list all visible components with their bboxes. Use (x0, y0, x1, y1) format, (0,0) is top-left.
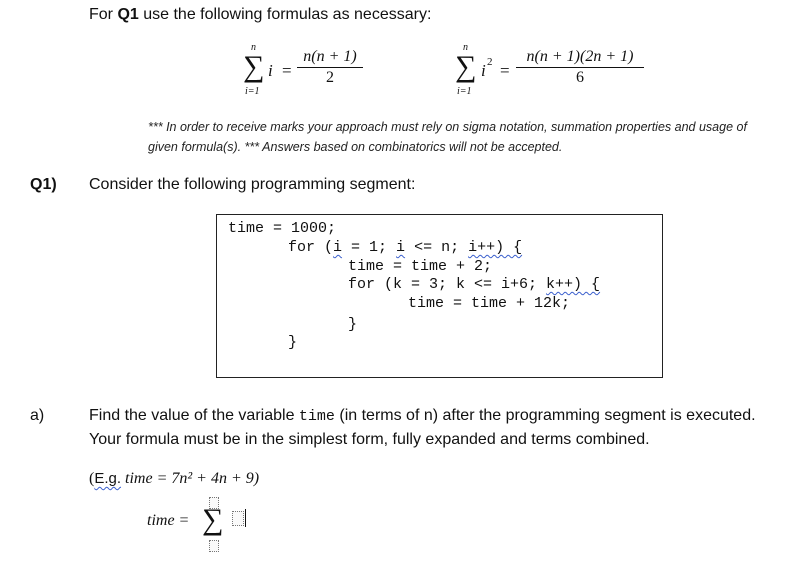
formula1-fraction (297, 48, 363, 87)
code-line-2-var-i-1: i (333, 239, 343, 256)
code-line-3: time = time + 2; (348, 258, 493, 275)
formula2-variable: i (481, 61, 486, 80)
text-cursor (245, 509, 246, 527)
code-line-4-part-a: for (k = 3; k <= i+6; (348, 276, 547, 293)
question-label: Q1) (30, 176, 57, 193)
formula2-denominator: 6 (576, 69, 584, 86)
formula1-equals: = (282, 61, 292, 80)
note-line-1: *** In order to receive marks your approach must rely on sigma notation, summation properties and usage of (148, 120, 747, 134)
part-a-label: a) (30, 407, 45, 424)
part-a-variable-time: time (298, 408, 335, 425)
note-line-2: given formula(s). *** Answers based on combinatorics will not be accepted. (148, 140, 563, 154)
formula2-sigma-symbol: ∑ (455, 50, 477, 83)
code-line-5: time = time + 12k; (408, 295, 571, 312)
intro-line (89, 6, 431, 24)
part-a-line-1-end: (in terms of n) after the programming segment is executed. (334, 407, 756, 424)
formula1-lower-limit: i=1 (245, 86, 260, 97)
code-box (216, 214, 663, 378)
code-line-4 (348, 276, 600, 293)
formula2-lower-limit: i=1 (457, 86, 472, 97)
part-a-line-1-start: Find the value of the variable (89, 407, 299, 424)
formula2-equals: = (500, 61, 510, 80)
lower-limit-placeholder[interactable] (209, 540, 219, 552)
formula1-upper-limit: n (251, 42, 256, 53)
formula1-fraction-bar (297, 67, 363, 68)
formula2-fraction-bar (516, 67, 644, 68)
part-a-line-1 (89, 407, 756, 425)
intro-prefix: For (89, 6, 118, 23)
formula1-numerator: n(n + 1) (303, 48, 357, 65)
formula2-upper-limit: n (463, 42, 468, 53)
example-expression (89, 470, 259, 488)
summand-placeholder[interactable] (232, 511, 244, 526)
code-line-2-part-a: for ( (288, 239, 334, 256)
example-formula: time = 7n² + 4n + 9) (121, 470, 260, 487)
intro-q-label: Q1 (117, 6, 139, 23)
code-line-2-part-b: = 1; (342, 239, 397, 256)
code-close-inner-brace: } (348, 316, 358, 333)
formula1-variable: i (268, 61, 273, 80)
code-line-2-part-c: <= n; (405, 239, 469, 256)
formula1-sigma-symbol: ∑ (243, 50, 265, 83)
code-line-4-increment: k++) { (546, 276, 601, 293)
formula2-exponent: 2 (487, 56, 493, 68)
example-eg: E.g. (94, 470, 122, 487)
code-close-outer-brace: } (288, 334, 298, 351)
part-a-line-2: Your formula must be in the simplest form, fully expanded and terms combined. (89, 431, 650, 448)
formula2-numerator: n(n + 1)(2n + 1) (526, 48, 634, 65)
answer-sigma-symbol: ∑ (202, 503, 224, 536)
example-open-paren: ( (89, 470, 95, 487)
code-line-2-var-i-2: i (396, 239, 406, 256)
formula1-denominator: 2 (326, 69, 334, 86)
code-line-1: time = 1000; (228, 220, 337, 237)
intro-suffix: use the following formulas as necessary: (138, 6, 432, 23)
formula2-fraction (516, 48, 644, 87)
code-line-2 (288, 239, 522, 256)
answer-lhs: time = (147, 512, 190, 529)
code-line-2-increment: i++) { (468, 239, 523, 256)
question-prompt: Consider the following programming segment: (89, 176, 416, 193)
